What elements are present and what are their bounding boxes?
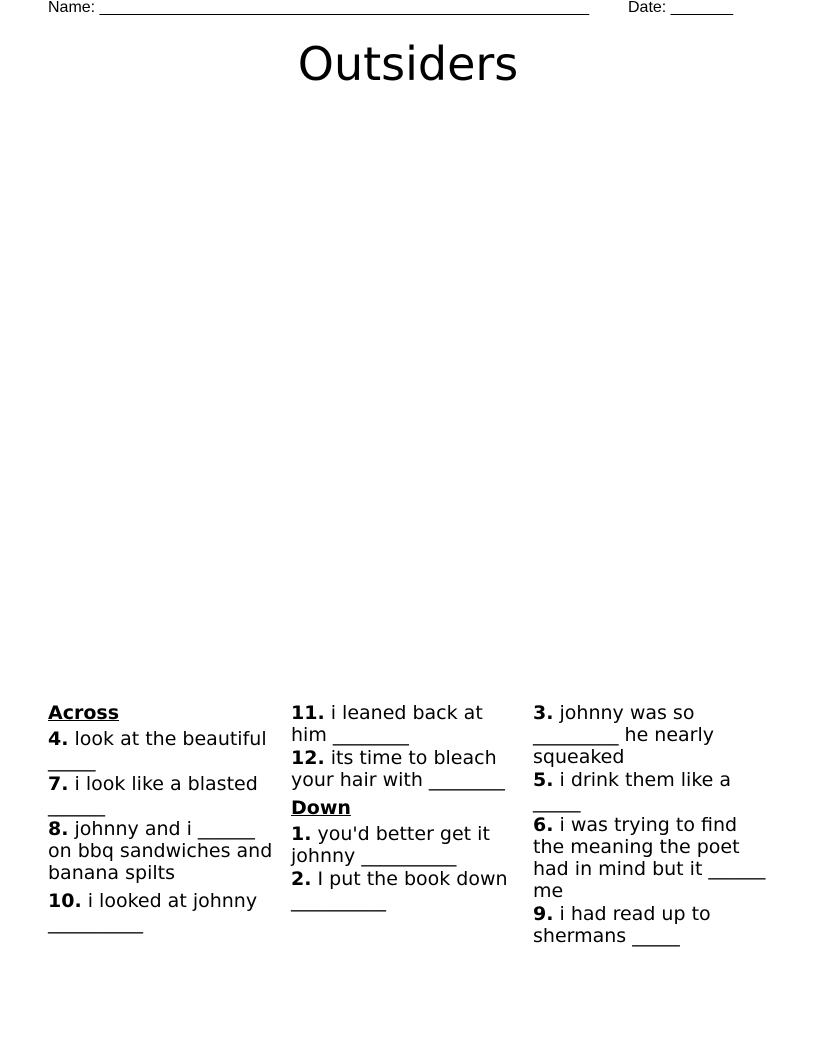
across-heading: Across bbox=[48, 702, 120, 724]
clue-text: I put the book down __________ bbox=[291, 868, 508, 912]
clue-text: you'd better get it johnny __________ bbox=[291, 823, 490, 867]
down-heading: Down bbox=[291, 797, 351, 819]
across-clue-10 bbox=[48, 890, 280, 934]
clue-number: 10. bbox=[48, 890, 82, 912]
clues-column-1 bbox=[48, 702, 280, 935]
clue-number: 3. bbox=[533, 702, 554, 724]
clue-number: 4. bbox=[48, 728, 69, 750]
date-field-label: Date: _______ bbox=[628, 0, 733, 16]
page-title: Outsiders bbox=[297, 37, 519, 91]
across-clue-12 bbox=[291, 747, 523, 791]
across-clue-7 bbox=[48, 773, 280, 817]
down-clue-1 bbox=[291, 823, 523, 867]
clue-number: 2. bbox=[291, 868, 312, 890]
down-clue-6 bbox=[533, 814, 771, 902]
clue-number: 11. bbox=[291, 702, 325, 724]
across-clue-8 bbox=[48, 818, 280, 884]
across-clue-11 bbox=[291, 702, 523, 746]
clue-number: 5. bbox=[533, 769, 554, 791]
clue-text: i was trying to find the meaning the poet had in mind but it ______ me bbox=[533, 814, 766, 902]
clue-number: 6. bbox=[533, 814, 554, 836]
clue-text: i had read up to shermans _____ bbox=[533, 903, 711, 947]
clue-number: 8. bbox=[48, 818, 69, 840]
clue-text: i leaned back at him ________ bbox=[291, 702, 483, 746]
down-clue-3 bbox=[533, 702, 771, 768]
down-clue-5 bbox=[533, 769, 771, 813]
across-clue-4 bbox=[48, 728, 280, 772]
clue-number: 1. bbox=[291, 823, 312, 845]
clue-text: johnny and i ______ on bbq sandwiches and banana spilts bbox=[48, 818, 273, 884]
clue-number: 7. bbox=[48, 773, 69, 795]
down-clue-9 bbox=[533, 903, 771, 947]
down-clue-2 bbox=[291, 868, 523, 912]
clue-text: johnny was so _________ he nearly squeaked bbox=[533, 702, 715, 768]
clue-text: i drink them like a _____ bbox=[533, 769, 732, 813]
clues-column-3 bbox=[533, 702, 771, 948]
clue-text: look at the beautiful _____ bbox=[48, 728, 267, 772]
clues-column-2 bbox=[291, 702, 523, 913]
name-field-label: Name: _______________________________________________________ bbox=[48, 0, 589, 16]
clue-number: 9. bbox=[533, 903, 554, 925]
clue-text: i look like a blasted ______ bbox=[48, 773, 258, 817]
clue-text: its time to bleach your hair with ________ bbox=[291, 747, 505, 791]
clue-number: 12. bbox=[291, 747, 325, 769]
clue-text: i looked at johnny __________ bbox=[48, 890, 258, 934]
